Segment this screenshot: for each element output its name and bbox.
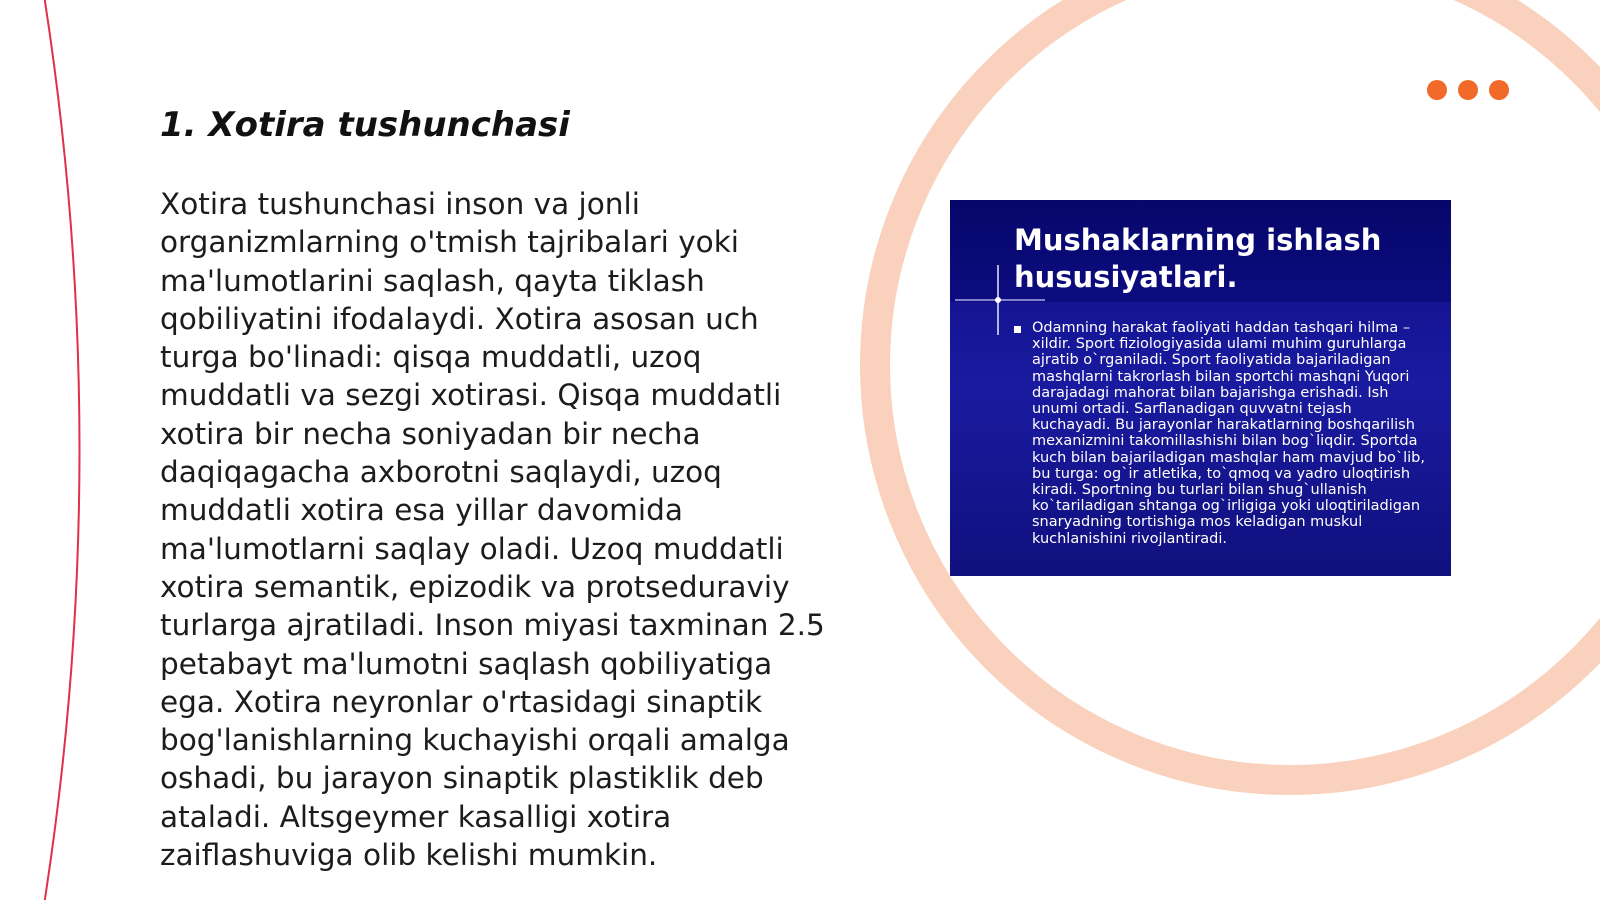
slide-title: 1. Xotira tushunchasi xyxy=(160,105,570,145)
square-bullet-icon xyxy=(1014,326,1021,333)
menu-dots xyxy=(1427,80,1513,100)
embedded-slide-image xyxy=(950,200,1451,576)
orange-dot-icon xyxy=(1489,80,1509,100)
slide-body-text: Xotira tushunchasi inson va jonli organizmlarning o'tmish tajribalari yoki ma'lumotlarini saqlash, qayta tiklash qobiliyatini ifodalaydi. Xotira asosan uch turga bo'linadi: qisqa muddatli, uzoq muddatli va sezgi xotirasi. Qisqa muddatli xotira bir necha soniyadan bir necha daqiqagacha axborotni saqlaydi, uzoq muddatli xotira esa yillar davomida ma'lumotlarni saqlay oladi. Uzoq muddatli xotira semantik, epizodik va protseduraviy turlarga ajratiladi. Inson miyasi taxminan 2.5 petabayt ma'lumotni saqlash qobiliyatiga ega. Xotira neyronlar o'rtasidagi sinaptik bog'lanishlarning kuchayishi orqali amalga oshadi, bu jarayon sinaptik plastiklik deb ataladi. Altsgeymer kasalligi xotira zaiflashuviga olib kelishi mumkin. xyxy=(160,187,825,873)
orange-dot-icon xyxy=(1427,80,1447,100)
embedded-slide-title: Mushaklarning ishlash hususiyatlari. xyxy=(1014,223,1382,294)
left-red-curve xyxy=(44,0,80,900)
orange-dot-icon xyxy=(1458,80,1478,100)
embedded-slide-bullet: Odamning harakat faoliyati haddan tashqari hilma – xildir. Sport fiziologiyasida ulami muhim guruhlarga ajratib o`rganiladi. Sport faoliyatida bajariladigan mashqlarni takrorlash bilan sportchi mashqni Yuqori darajadagi mahorat bilan bajarishga erishadi. Ish unumi ortadi. Sarflanadigan quvvatni tejash kuchayadi. Bu jarayonlar harakatlarning boshqarilish mexanizmini takomillashishi bilan bog`liqdir. Sportda kuch bilan bajariladigan mashqlar ham mavjud bo`lib, bu turga: og`ir atletika, to`qmoq va yadro uloqtirish kiradi. Sportning bu turlari bilan shug`ullanish ko`tariladigan shtanga og`irligiga yoki uloqtiriladigan snaryadning tortishiga mos keladigan muskul kuchlanishini rivojlantiradi. xyxy=(1032,320,1425,547)
